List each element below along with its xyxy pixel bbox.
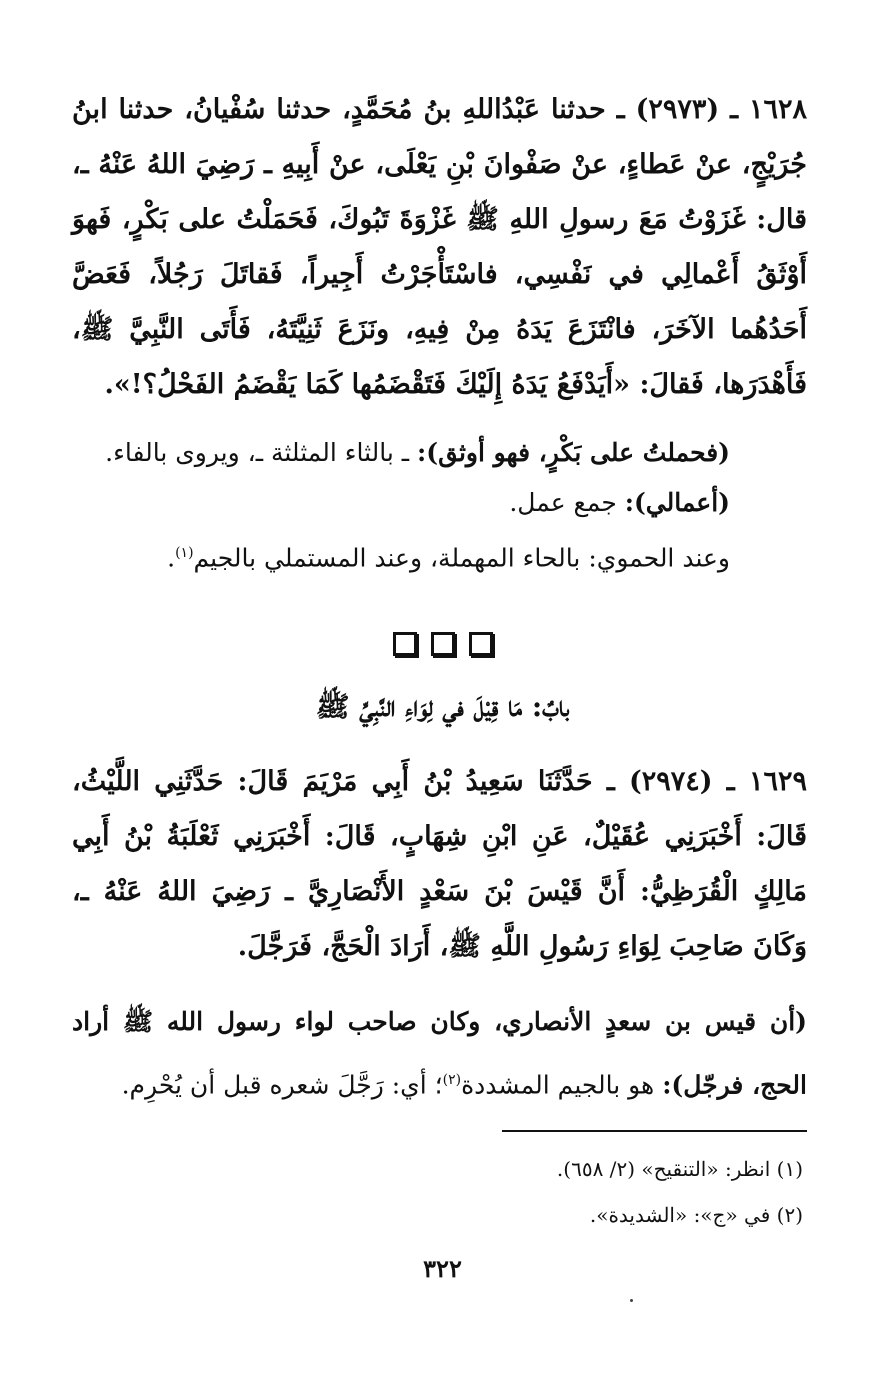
chapter-title: بابٌ: مَا قِيْلَ في لِوَاءِ النَّبِيِّ ﷺ (315, 690, 570, 723)
commentary-lemma: (أعمالي): (624, 488, 730, 517)
commentary-end: . (167, 543, 176, 573)
commentary-1628 (70, 428, 730, 583)
commentary-explanation: ـ بالثاء المثلثة ـ، ويروى بالفاء. (105, 438, 418, 467)
commentary-lemma: (أن قيس بن سعدٍ الأنصاري، وكان صاحب لواء رسول الله ﷺ أراد الحج، فرجّل): (72, 1007, 807, 1100)
footnote-ref-1[interactable]: (١) (175, 545, 194, 561)
hadith-1629 (72, 754, 807, 974)
hadith-1628 (72, 82, 807, 412)
footnote-ref-2[interactable]: (٢) (442, 1072, 462, 1088)
commentary-explanation: وعند الحموي: بالحاء المهملة، وعند المستملي بالجيم (193, 543, 730, 573)
commentary-line-3 (70, 528, 730, 583)
commentary-explanation: هو بالجيم المشددة (461, 1070, 663, 1100)
footnote-separator (502, 1130, 807, 1132)
hadith-1629-text: ١٦٢٩ ـ (٢٩٧٤) ـ حَدَّثَنَا سَعِيدُ بْنُ أَبِي مَرْيَمَ قَالَ: حَدَّثَنِي اللَّيْثُ، قَالَ: أَخْبَرَنِي عُقَيْلٌ، عَنِ ابْنِ شِهَابٍ، قَالَ: أَخْبَرَنِي ثَعْلَبَةُ بْنُ أَبِي مَالِكٍ الْقُرَظِيُّ: أَنَّ قَيْسَ بْنَ سَعْدٍ الأَنْصَارِيَّ ـ رَضِيَ اللهُ عَنْهُ ـ، وَكَانَ صَاحِبَ لِوَاءِ رَسُولِ اللَّهِ ﷺ، أَرَادَ الْحَجَّ، فَرَجَّلَ. (72, 766, 807, 962)
scan-speck (630, 1299, 633, 1302)
commentary-lemma: (فحملتُ على بَكْرٍ، فهو أوثق): (417, 438, 730, 467)
footnotes (103, 1146, 803, 1238)
commentary-line-1 (70, 428, 730, 478)
square-ornament-icon (469, 632, 493, 656)
page-number: ٣٢٢ (423, 1254, 462, 1283)
commentary-1629 (72, 993, 807, 1114)
hadith-1628-text: ١٦٢٨ ـ (٢٩٧٣) ـ حدثنا عَبْدُاللهِ بنُ مُحَمَّدٍ، حدثنا سُفْيانُ، حدثنا ابنُ جُرَيْجٍ، عنْ عَطاءٍ، عنْ صَفْوانَ بْنِ يَعْلَى، عنْ أَبِيهِ ـ رَضِيَ اللهُ عَنْهُ ـ، قال: غَزَوْتُ مَعَ رسولِ اللهِ ﷺ غَزْوَةَ تَبُوكَ، فَحَمَلْتُ على بَكْرٍ، فَهوَ أَوْثَقُ أَعْمالِي في نَفْسِي، فاسْتَأْجَرْتُ أَجِيراً، فَقاتَلَ رَجُلاً، فَعَضَّ أَحَدُهُما الآخَرَ، فانْتَزَعَ يَدَهُ مِنْ فِيهِ، ونَزَعَ ثَنِيَّتَهُ، فَأَتَى النَّبِيَّ ﷺ، فَأَهْدَرَها، فَقالَ: «أَيَدْفَعُ يَدَهُ إِلَيْكَ فَتَقْضَمُها كَمَا يَقْضَمُ الفَحْلُ؟!». (72, 94, 807, 400)
footnote-2: (٢) في «ج»: «الشديدة». (589, 1203, 803, 1227)
square-ornament-icon (393, 632, 417, 656)
commentary-line-2 (70, 478, 730, 528)
section-divider (0, 632, 885, 656)
square-ornament-icon (431, 632, 455, 656)
footnote-1: (١) انظر: «التنقيح» (٢/ ٦٥٨). (556, 1157, 803, 1181)
commentary-end: ؛ أي: رَجَّلَ شعره قبل أن يُحْرِم. (121, 1070, 443, 1100)
commentary-explanation: جمع عمل. (509, 488, 625, 517)
